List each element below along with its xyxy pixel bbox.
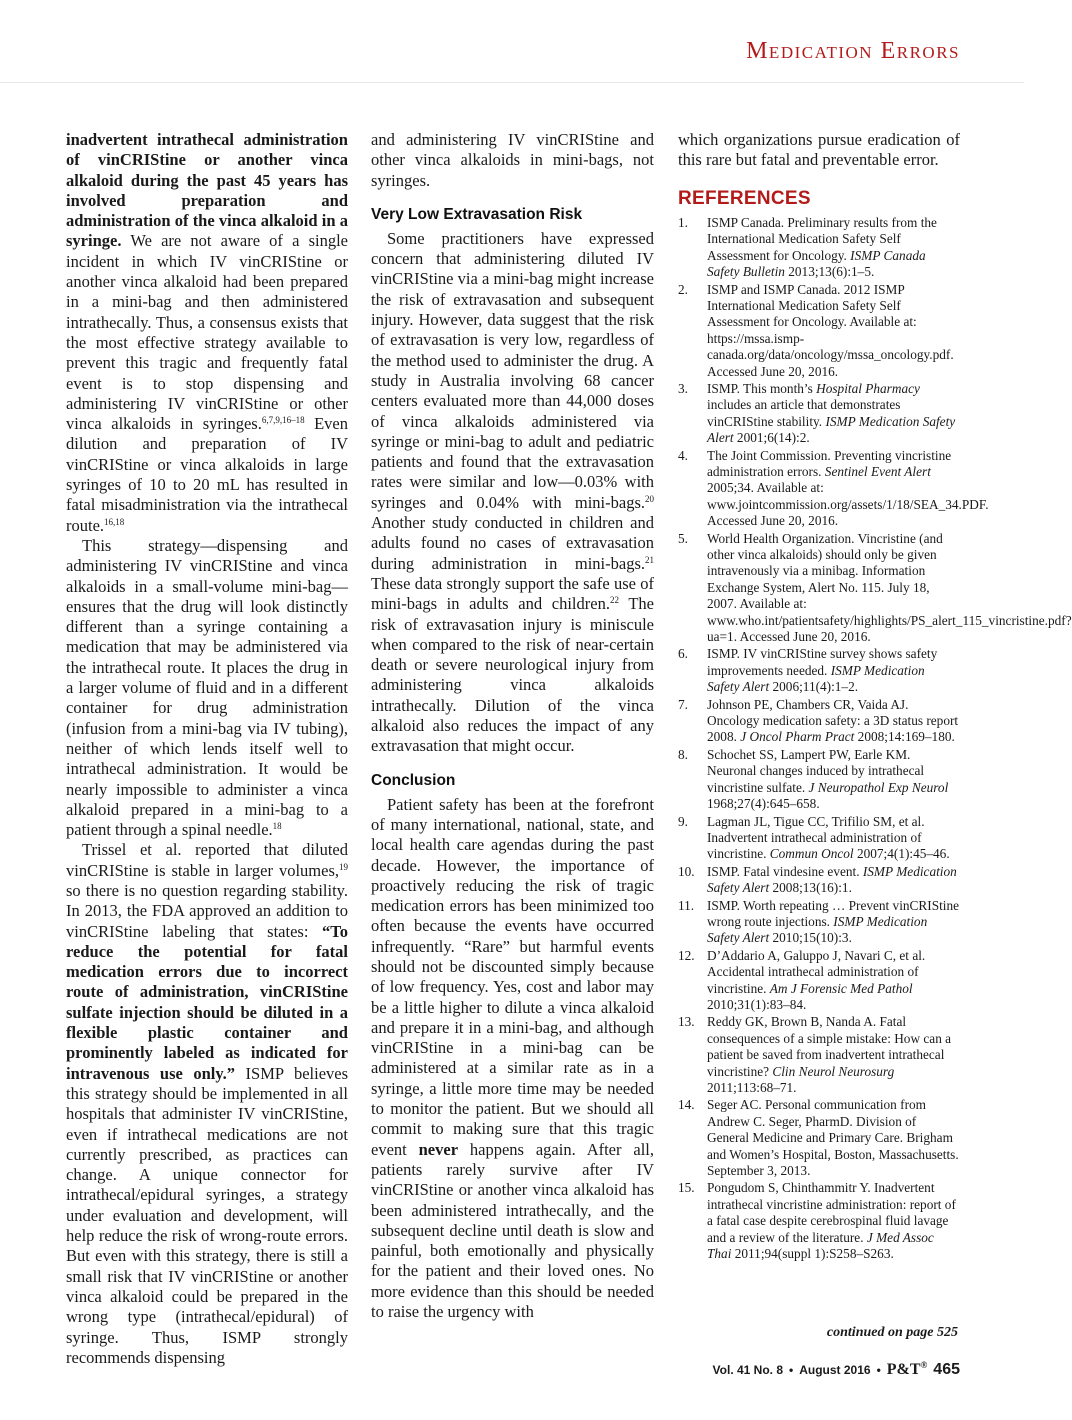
reference-text: 2006;11(4):1–2. — [769, 679, 859, 695]
reference-number: 9. — [678, 813, 688, 829]
journal-name: P&T — [886, 1361, 921, 1378]
reference-number: 11. — [678, 897, 695, 913]
paragraph-text: These data strongly support the safe use of mini-bags in adults and children. — [371, 573, 654, 614]
reference-journal: J Neuropathol Exp Neurol — [808, 779, 949, 795]
paragraph — [66, 536, 348, 840]
reference-text: 2007;4(1):45–46. — [853, 846, 950, 862]
page-footer — [713, 1361, 960, 1379]
reference-journal: J Oncol Pharm Pract — [740, 729, 855, 745]
reference-item — [678, 814, 960, 863]
reference-number: 4. — [678, 447, 688, 463]
reference-number: 12. — [678, 947, 695, 963]
reference-item — [678, 864, 960, 897]
reference-text: Pongudom S, Chinthammitr Y. Inadvertent intrathecal vincristine administration: report of a fatal case despite cerebrospinal fluid lavage and a review of the literature. — [707, 1180, 956, 1245]
paragraph-text: Another study conducted in children and adults found no cases of extravasation during administration in mini-bags. — [371, 513, 654, 573]
text-column-3 — [678, 130, 1072, 1263]
issue-date: August 2016 — [799, 1363, 871, 1377]
reference-text: ISMP. This month’s — [707, 380, 817, 396]
reference-number: 5. — [678, 530, 688, 546]
paragraph-text: Even dilution and preparation of IV vinCRIStine or vinca alkaloids in large syringes of 10 to 20 mL has resulted in fatal misadministration via the intrathecal route. — [66, 414, 348, 535]
paragraph-text: This strategy—dispensing and administering IV vinCRIStine and vinca alkaloids in a small-volume mini-bag—ensures that the drug will look distinctly different than a syringe containing a medication that may be administered via the intrathecal route. It places the drug in a larger volume of fluid and in a different container for drug administration (infusion from a mini-bag via IV tubing), neither of which lends itself well to intrathecal administration. It would be nearly impossible to administer a vinca alkaloid prepared in a mini-bag to a patient through a spinal needle. — [66, 535, 348, 840]
reference-item — [678, 282, 960, 380]
references-heading: REFERENCES — [678, 187, 811, 209]
reference-text: ISMP. Fatal vindesine event. — [707, 863, 863, 879]
reference-journal: Am J Forensic Med Pathol — [769, 980, 913, 996]
reference-journal: ISMP Medication Safety Alert — [707, 863, 957, 896]
reference-journal: ISMP Canada Safety Bulletin — [707, 247, 926, 280]
citation-superscript: 18 — [272, 821, 282, 832]
reference-item — [678, 381, 960, 447]
reference-item — [678, 1180, 960, 1262]
page-number: 465 — [933, 1361, 960, 1378]
reference-number: 6. — [678, 646, 688, 662]
reference-number: 10. — [678, 863, 695, 879]
running-header-title: Medication Errors — [746, 38, 960, 64]
citation-superscript: 21 — [645, 554, 654, 565]
paragraph-text: Patient safety has been at the forefront of many international, national, state, and local health care agendas during the past decade. However, the importance of proactively reducing the risk of tragic medication errors has been minimized too often because the events have occurred infrequently. “Rare” but harmful events should not be discounted simply because of low frequency. Yes, cost and labor may be a little higher to dilute a vinca alkaloid and prepare it in a mini-bag, and although vinCRIStine in a mini-bag can be administered at a similar rate as in a syringe, a little more time may be needed to monitor the patient. But we should all commit to making sure that this tragic event — [371, 794, 654, 1159]
bold-emphasis-text: never — [418, 1139, 459, 1159]
reference-item — [678, 747, 960, 813]
reference-item — [678, 646, 960, 695]
paragraph: which organizations pursue eradication of this rare but fatal and preventable error. — [678, 130, 960, 170]
text-column-2 — [371, 130, 654, 1322]
paragraph — [371, 229, 654, 757]
reference-text: Reddy GK, Brown B, Nanda A. Fatal consequences of a simple mistake: How can a patient be saved from inadvertent intrathecal vincristine? — [707, 1014, 952, 1079]
citation-superscript: 6,7,9,16–18 — [261, 415, 305, 426]
header-divider — [0, 82, 1024, 83]
reference-text: D’Addario A, Galuppo J, Navari C, et al. Accidental intrathecal administration of vincristine. — [707, 947, 926, 996]
reference-item — [678, 530, 1072, 646]
separator-bullet: • — [876, 1363, 881, 1377]
reference-journal: ISMP Medication Safety Alert — [707, 413, 956, 446]
separator-bullet: • — [789, 1363, 794, 1377]
paragraph-text: so there is no question regarding stability. In 2013, the FDA approved an addition to vinCRIStine labeling that states: — [66, 880, 348, 941]
reference-text: 2013;13(6):1–5. — [784, 264, 875, 280]
issue-volume: Vol. 41 No. 8 — [712, 1363, 784, 1377]
reference-text: 2010;31(1):83–84. — [707, 996, 807, 1012]
reference-text: 2008;13(16):1. — [769, 880, 852, 896]
paragraph-text: ISMP believes this strategy should be implemented in all hospitals that administer IV vinCRIStine, even if intrathecal medications are not currently prescribed, as practices can change. A unique connector for intrathecal/epidural syringes, a strategy under evaluation and development, will help reduce the risk of wrong-route errors. But even with this strategy, there is still a small risk that IV vinCRIStine or another vinca alkaloid could be prepared in the wrong type (intrathecal/epidural) of syringe. Thus, ISMP strongly recommends dispensing — [66, 1063, 349, 1367]
reference-text: 1968;27(4):645–658. — [707, 796, 820, 812]
reference-text: 2010;15(10):3. — [769, 930, 852, 946]
reference-item — [678, 697, 960, 746]
reference-text: ISMP Canada. Preliminary results from the International Medication Safety Self Assessment for Oncology. — [707, 214, 937, 263]
reference-text: Schochet SS, Lampert PW, Earle KM. Neuronal changes induced by intrathecal vincristine sulfate. — [707, 746, 925, 795]
reference-text: ISMP. Worth repeating … Prevent vinCRIStine wrong route injections. — [707, 897, 960, 929]
reference-number: 3. — [678, 380, 688, 396]
reference-text: 2008;14:169–180. — [854, 729, 955, 745]
reference-number: 1. — [678, 214, 688, 230]
reference-number: 13. — [678, 1014, 695, 1030]
reference-journal: ISMP Medication Safety Alert — [707, 662, 925, 695]
reference-text: The Joint Commission. Preventing vincristine administration errors. — [707, 447, 952, 479]
citation-superscript: 20 — [645, 493, 654, 504]
reference-item — [678, 447, 989, 530]
reference-number: 2. — [678, 281, 688, 297]
continued-note: continued on page 525 — [826, 1325, 958, 1340]
journal-brand — [887, 1361, 928, 1379]
reference-number: 7. — [678, 696, 688, 712]
reference-text: 2001;6(14):2. — [733, 430, 810, 446]
reference-number: 15. — [678, 1180, 695, 1196]
reference-text: 2011;113:68–71. — [707, 1080, 797, 1096]
section-heading-conclusion: Conclusion — [371, 771, 456, 789]
reference-journal: ISMP Medication Safety Alert — [707, 913, 928, 946]
reference-text: 2005;34. Available at: www.jointcommission.org/assets/1/18/SEA_34.PDF. Accessed June 20, 2016. — [707, 480, 989, 529]
paragraph-text: The risk of extravasation injury is miniscule when compared to the risk of near-certain death or severe neurological injury from administering vinca alkaloids intrathecally. Dilution of the vinca alkaloid also reduces the impact of any extravasation that might occur. — [371, 594, 655, 756]
citation-superscript: 19 — [339, 861, 348, 872]
text-column-1 — [66, 130, 348, 1368]
reference-journal: J Med Assoc Thai — [707, 1229, 934, 1262]
reference-text: World Health Organization. Vincristine (and other vinca alkaloids) should only be given intravenously via a minibag. Information Exchange System, Alert No. 115. July 18, 2007. Available at: www.who.int/patientsafety/highlights/PS_alert_115_vincristine.pdf?ua=1. Accessed June 20, 2016. — [707, 530, 1072, 645]
paragraph-text: We are not aware of a single incident in which IV vinCRIStine or another vinca alkaloid had been prepared in a mini-bag and then administered intrathecally. Thus, a consensus exists that the most effective strategy available to prevent this tragic and frequently fatal event is to stop dispensing and administering IV vinCRIStine or other vinca alkaloids in syringes. — [66, 231, 348, 434]
reference-item — [678, 898, 960, 947]
paragraph-text: Trissel et al. reported that diluted vinCRIStine is stable in larger volumes, — [66, 840, 348, 880]
paragraph — [66, 130, 348, 536]
reference-list — [678, 214, 1072, 1263]
reference-text: 2011;94(suppl 1):S258–S263. — [731, 1246, 894, 1262]
reference-item — [678, 1014, 960, 1096]
paragraph-text: Some practitioners have expressed concern that administering diluted IV vinCRIStine via a mini-bag might increase the risk of extravasation and subsequent injury. However, data suggest that the risk of extravasation is very low, regardless of the method used to administer the drug. A study in Australia involving 68 cancer centers evaluated more than 44,000 doses of vinca alkaloids administered via syringe or mini-bag to adult and pediatric patients and found that the extravasation rates were similar and low—0.03% with syringes and 0.04% with mini-bags. — [371, 228, 654, 512]
reference-number: 14. — [678, 1097, 695, 1113]
reference-item — [678, 948, 960, 1014]
reference-text: Seger AC. Personal communication from Andrew C. Seger, PharmD. Division of General Medicine and Primary Care. Brigham and Women’s Hospital, Boston, Massachusetts. September 3, 2013. — [707, 1097, 959, 1179]
reference-journal: Clin Neurol Neurosurg — [772, 1063, 895, 1079]
bold-lead-text: inadvertent intrathecal administration of vinCRIStine or another vinca alkaloid during the past 45 years has involved preparation and administration of the vinca alkaloid in a syringe. — [66, 130, 348, 251]
reference-item — [678, 215, 960, 281]
reference-text: ISMP and ISMP Canada. 2012 ISMP International Medication Safety Self Assessment for Oncology. Available at: https://mssa.ismp-canada.org/data/oncology/mssa_oncology.pdf. Accessed June 20, 2016. — [707, 281, 954, 379]
reference-journal: Sentinel Event Alert — [824, 463, 931, 479]
bold-quote-text: “To reduce the potential for fatal medication errors due to incorrect route of administration, vinCRIStine sulfate injection should be diluted in a flexible plastic container and prominently labeled as indicated for intravenous use only.” — [66, 921, 348, 1083]
reference-journal: Commun Oncol — [769, 846, 854, 862]
citation-superscript: 22 — [609, 595, 619, 606]
paragraph — [371, 795, 654, 1323]
reference-text: Johnson PE, Chambers CR, Vaida AJ. Oncology medication safety: a 3D status report 2008. — [707, 696, 959, 745]
citation-superscript: 16,18 — [104, 516, 125, 527]
reference-text: includes an article that demonstrates vinCRIStine stability. — [707, 397, 901, 429]
reference-text: Lagman JL, Tigue CC, Trifilio SM, et al. Inadvertent intrathecal administration of vincristine. — [707, 813, 925, 862]
reference-number: 8. — [678, 746, 688, 762]
paragraph-text: happens again. After all, patients rarely survive after IV vinCRIStine or another vinca alkaloid has been administered intrathecally, and the subsequent decline until death is slow and painful, both emotionally and physically for the patient and their loved ones. No more evidence than this should be needed to raise the urgency with — [371, 1139, 654, 1322]
registered-mark: ® — [920, 1360, 928, 1370]
reference-item — [678, 1097, 960, 1179]
paragraph — [66, 840, 348, 1368]
section-heading-extravasation: Very Low Extravasation Risk — [371, 205, 583, 223]
reference-text: ISMP. IV vinCRIStine survey shows safety improvements needed. — [707, 646, 938, 678]
reference-journal: Hospital Pharmacy — [816, 380, 920, 396]
paragraph: and administering IV vinCRIStine and other vinca alkaloids in mini-bags, not syringes. — [371, 130, 654, 190]
